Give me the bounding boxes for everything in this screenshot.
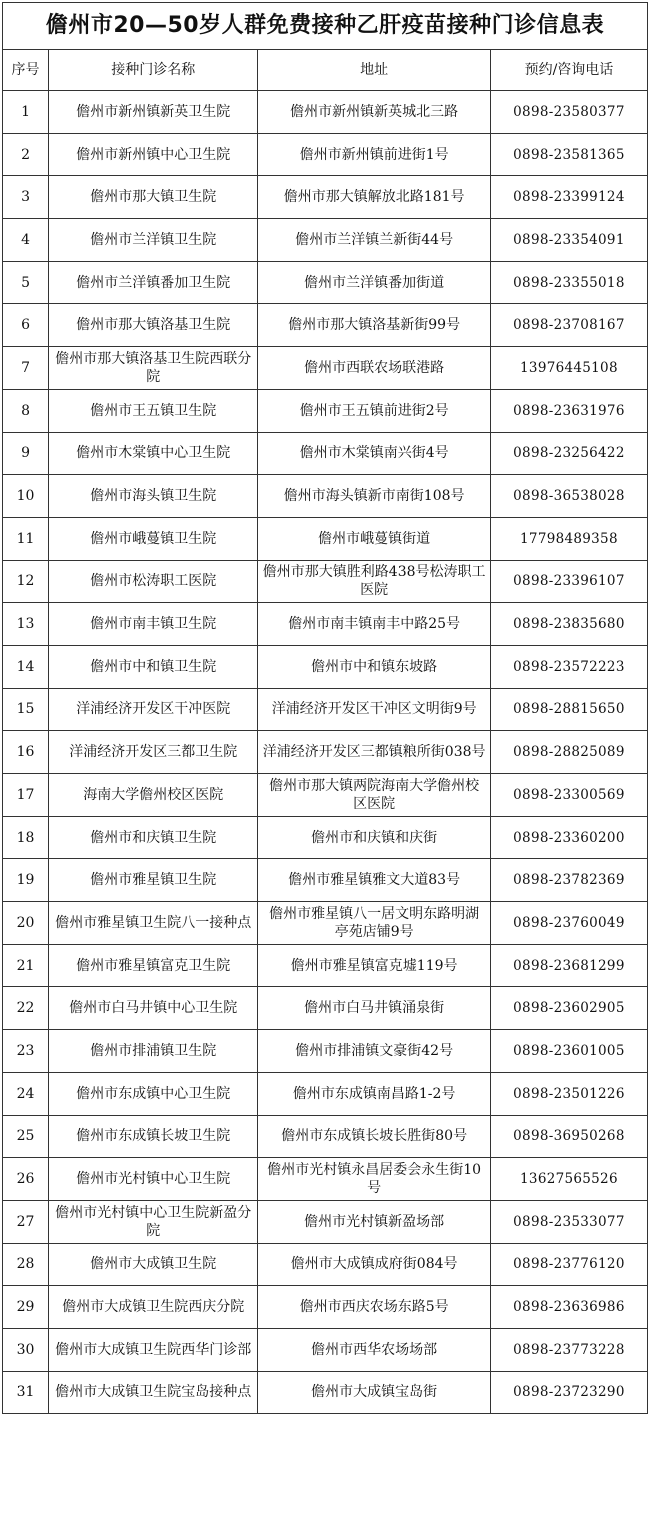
row-number: 21 [3,944,49,987]
clinic-name: 儋州市光村镇中心卫生院 [49,1158,258,1201]
row-number: 14 [3,645,49,688]
clinic-phone: 0898-23602905 [490,987,647,1030]
table-row [3,603,648,646]
clinic-address: 洋浦经济开发区三都镇粮所街038号 [258,731,490,774]
table-row [3,347,648,390]
clinic-address: 洋浦经济开发区干冲区文明街9号 [258,688,490,731]
clinic-name: 儋州市新州镇新英卫生院 [49,91,258,134]
clinic-phone: 0898-23360200 [490,816,647,859]
clinic-name: 儋州市雅星镇卫生院 [49,859,258,902]
row-number: 17 [3,774,49,817]
clinic-name: 儋州市中和镇卫生院 [49,645,258,688]
clinic-address: 儋州市峨蔓镇街道 [258,517,490,560]
row-number: 23 [3,1030,49,1073]
clinic-name: 儋州市新州镇中心卫生院 [49,133,258,176]
clinic-address: 儋州市兰洋镇兰新街44号 [258,219,490,262]
clinic-address: 儋州市大成镇宝岛街 [258,1371,490,1414]
clinic-name: 儋州市光村镇中心卫生院新盈分院 [49,1200,258,1243]
table-row [3,1243,648,1286]
clinic-address: 儋州市光村镇永昌居委会永生街10号 [258,1158,490,1201]
clinic-name: 儋州市和庆镇卫生院 [49,816,258,859]
clinic-phone: 0898-23723290 [490,1371,647,1414]
row-number: 29 [3,1286,49,1329]
row-number: 2 [3,133,49,176]
row-number: 31 [3,1371,49,1414]
clinic-address: 儋州市南丰镇南丰中路25号 [258,603,490,646]
table-row [3,91,648,134]
clinic-name: 儋州市东成镇长坡卫生院 [49,1115,258,1158]
clinic-phone: 13976445108 [490,347,647,390]
clinic-phone: 0898-23572223 [490,645,647,688]
clinic-address: 儋州市雅星镇八一居文明东路明湖亭苑店铺9号 [258,902,490,945]
clinic-phone: 0898-23580377 [490,91,647,134]
clinic-name: 儋州市东成镇中心卫生院 [49,1072,258,1115]
table-row [3,688,648,731]
clinic-phone: 0898-23681299 [490,944,647,987]
clinic-phone: 0898-23581365 [490,133,647,176]
clinic-phone: 0898-23256422 [490,432,647,475]
row-number: 10 [3,475,49,518]
table-row [3,816,648,859]
clinic-name: 儋州市大成镇卫生院宝岛接种点 [49,1371,258,1414]
table-row [3,1200,648,1243]
clinic-name: 儋州市峨蔓镇卫生院 [49,517,258,560]
clinic-address: 儋州市雅星镇雅文大道83号 [258,859,490,902]
clinic-name: 儋州市木棠镇中心卫生院 [49,432,258,475]
clinic-name: 儋州市白马井镇中心卫生院 [49,987,258,1030]
clinic-address: 儋州市木棠镇南兴街4号 [258,432,490,475]
clinic-address: 儋州市那大镇洛基新街99号 [258,304,490,347]
table-row [3,389,648,432]
clinic-phone: 0898-23631976 [490,389,647,432]
table-row [3,261,648,304]
table-row [3,304,648,347]
row-number: 24 [3,1072,49,1115]
header-no: 序号 [3,50,49,91]
clinic-phone: 0898-23835680 [490,603,647,646]
clinic-phone: 0898-23396107 [490,560,647,603]
clinic-name: 儋州市南丰镇卫生院 [49,603,258,646]
clinic-address: 儋州市那大镇两院海南大学儋州校区医院 [258,774,490,817]
row-number: 4 [3,219,49,262]
table-row [3,859,648,902]
clinic-phone: 0898-23399124 [490,176,647,219]
clinic-address: 儋州市排浦镇文豪街42号 [258,1030,490,1073]
clinic-name: 儋州市大成镇卫生院西华门诊部 [49,1328,258,1371]
clinic-phone: 0898-23355018 [490,261,647,304]
clinic-address: 儋州市王五镇前进街2号 [258,389,490,432]
clinic-phone: 0898-36538028 [490,475,647,518]
clinic-phone: 0898-23501226 [490,1072,647,1115]
clinic-name: 洋浦经济开发区三都卫生院 [49,731,258,774]
clinic-name: 海南大学儋州校区医院 [49,774,258,817]
clinic-name: 儋州市王五镇卫生院 [49,389,258,432]
clinic-address: 儋州市大成镇成府街084号 [258,1243,490,1286]
table-row [3,475,648,518]
table-row [3,133,648,176]
row-number: 5 [3,261,49,304]
row-number: 22 [3,987,49,1030]
row-number: 7 [3,347,49,390]
row-number: 27 [3,1200,49,1243]
row-number: 26 [3,1158,49,1201]
clinic-name: 儋州市雅星镇卫生院八一接种点 [49,902,258,945]
row-number: 25 [3,1115,49,1158]
clinic-phone: 0898-23636986 [490,1286,647,1329]
clinic-info-table [2,2,648,1414]
table-row [3,902,648,945]
row-number: 8 [3,389,49,432]
table-row [3,944,648,987]
table-row [3,1328,648,1371]
clinic-phone: 0898-23708167 [490,304,647,347]
clinic-phone: 17798489358 [490,517,647,560]
clinic-address: 儋州市西华农场场部 [258,1328,490,1371]
row-number: 3 [3,176,49,219]
clinic-phone: 0898-28825089 [490,731,647,774]
clinic-address: 儋州市兰洋镇番加街道 [258,261,490,304]
row-number: 11 [3,517,49,560]
clinic-phone: 0898-23354091 [490,219,647,262]
clinic-address: 儋州市西庆农场东路5号 [258,1286,490,1329]
clinic-phone: 0898-36950268 [490,1115,647,1158]
clinic-phone: 0898-23601005 [490,1030,647,1073]
table-row [3,517,648,560]
clinic-name: 儋州市兰洋镇卫生院 [49,219,258,262]
clinic-name: 儋州市大成镇卫生院 [49,1243,258,1286]
clinic-address: 儋州市新州镇新英城北三路 [258,91,490,134]
header-address: 地址 [258,50,490,91]
table-row [3,1030,648,1073]
clinic-address: 儋州市中和镇东坡路 [258,645,490,688]
row-number: 1 [3,91,49,134]
row-number: 6 [3,304,49,347]
clinic-address: 儋州市那大镇解放北路181号 [258,176,490,219]
header-clinic-name: 接种门诊名称 [49,50,258,91]
clinic-address: 儋州市新州镇前进街1号 [258,133,490,176]
row-number: 15 [3,688,49,731]
clinic-address: 儋州市白马井镇涌泉街 [258,987,490,1030]
row-number: 30 [3,1328,49,1371]
clinic-phone: 13627565526 [490,1158,647,1201]
table-row [3,774,648,817]
clinic-address: 儋州市西联农场联港路 [258,347,490,390]
clinic-name: 儋州市那大镇卫生院 [49,176,258,219]
table-row [3,1115,648,1158]
table-row [3,731,648,774]
clinic-address: 儋州市海头镇新市南街108号 [258,475,490,518]
clinic-name: 儋州市那大镇洛基卫生院西联分院 [49,347,258,390]
clinic-phone: 0898-23782369 [490,859,647,902]
table-title: 儋州市20—50岁人群免费接种乙肝疫苗接种门诊信息表 [3,3,648,50]
clinic-name: 儋州市海头镇卫生院 [49,475,258,518]
header-row [3,50,648,91]
header-phone: 预约/咨询电话 [490,50,647,91]
clinic-address: 儋州市东成镇长坡长胜街80号 [258,1115,490,1158]
table-row [3,1072,648,1115]
clinic-address: 儋州市光村镇新盈场部 [258,1200,490,1243]
row-number: 28 [3,1243,49,1286]
row-number: 9 [3,432,49,475]
table-row [3,432,648,475]
row-number: 12 [3,560,49,603]
clinic-name: 儋州市雅星镇富克卫生院 [49,944,258,987]
row-number: 16 [3,731,49,774]
clinic-name: 儋州市大成镇卫生院西庆分院 [49,1286,258,1329]
clinic-address: 儋州市那大镇胜利路438号松涛职工医院 [258,560,490,603]
row-number: 18 [3,816,49,859]
table-row [3,1371,648,1414]
table-row [3,176,648,219]
clinic-name: 儋州市那大镇洛基卫生院 [49,304,258,347]
clinic-phone: 0898-23533077 [490,1200,647,1243]
clinic-phone: 0898-23760049 [490,902,647,945]
clinic-phone: 0898-23300569 [490,774,647,817]
table-row [3,645,648,688]
clinic-address: 儋州市雅星镇富克墟119号 [258,944,490,987]
clinic-name: 儋州市松涛职工医院 [49,560,258,603]
table-row [3,987,648,1030]
clinic-phone: 0898-23776120 [490,1243,647,1286]
clinic-address: 儋州市和庆镇和庆街 [258,816,490,859]
row-number: 19 [3,859,49,902]
clinic-name: 儋州市兰洋镇番加卫生院 [49,261,258,304]
clinic-phone: 0898-23773228 [490,1328,647,1371]
table-row [3,219,648,262]
clinic-address: 儋州市东成镇南昌路1-2号 [258,1072,490,1115]
clinic-name: 洋浦经济开发区干冲医院 [49,688,258,731]
table-row [3,1158,648,1201]
table-row [3,1286,648,1329]
clinic-name: 儋州市排浦镇卫生院 [49,1030,258,1073]
row-number: 13 [3,603,49,646]
clinic-phone: 0898-28815650 [490,688,647,731]
table-row [3,560,648,603]
row-number: 20 [3,902,49,945]
